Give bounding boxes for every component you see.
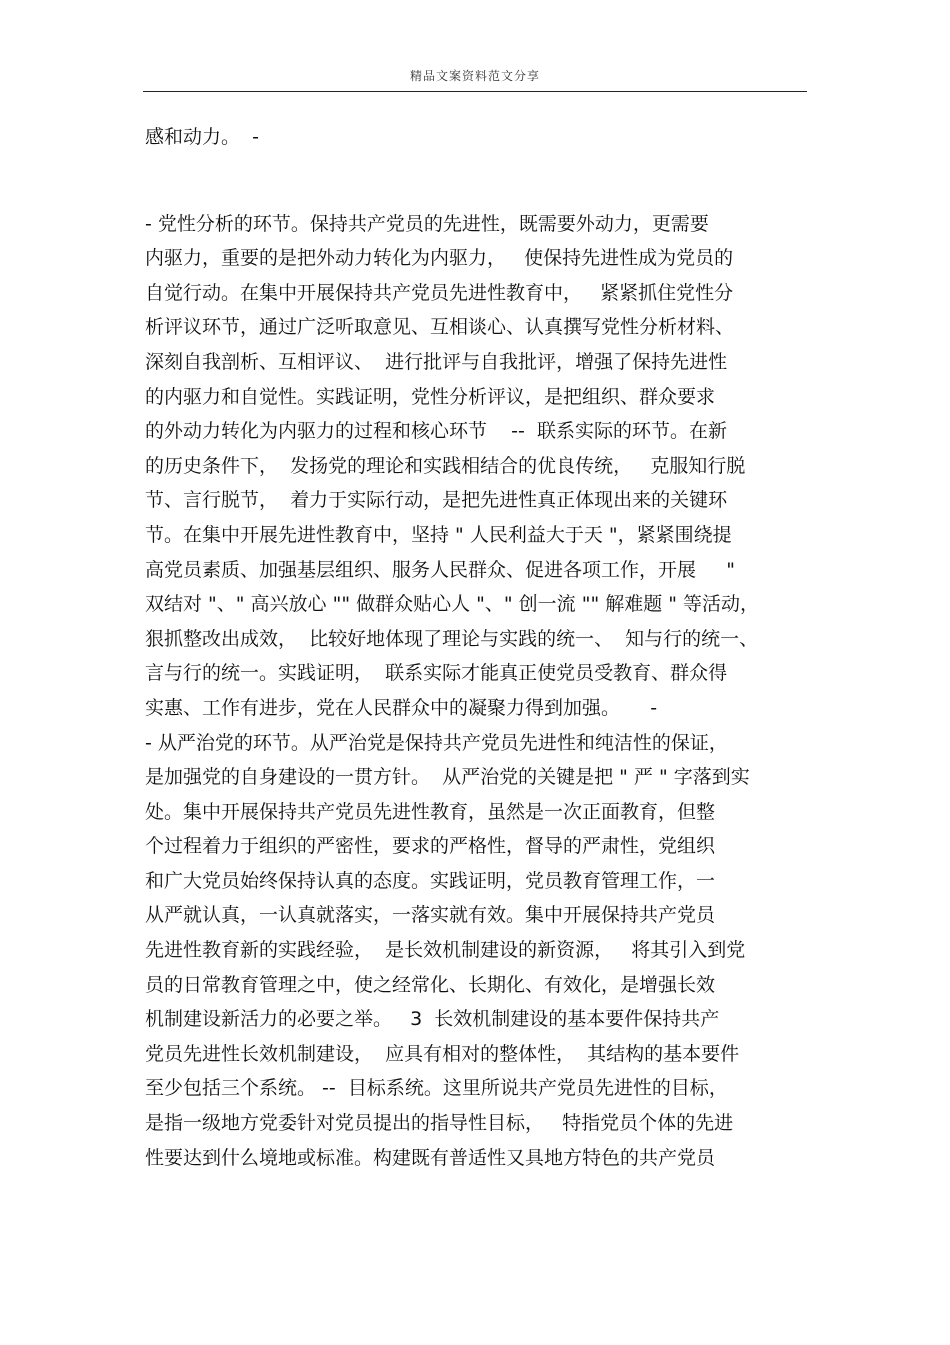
- text-line: 内驱力，重要的是把外动力转化为内驱力， 使保持先进性成为党员的: [145, 247, 734, 270]
- text-line: 从严就认真，一认真就落实，一落实就有效。集中开展保持共产党员: [145, 904, 716, 927]
- text-line: 先进性教育新的实践经验， 是长效机制建设的新资源， 将其引入到党: [145, 939, 746, 962]
- text-line: 双结对 "、" 高兴放心 "" 做群众贴心人 "、" 创一流 "" 解难题 " 等活动，: [145, 593, 760, 616]
- text-line: 狠抓整改出成效， 比较好地体现了理论与实践的统一、 知与行的统一、: [145, 627, 759, 650]
- text-line: 是加强党的自身建设的一贯方针。 从严治党的关键是把 " 严 " 字落到实: [145, 766, 750, 789]
- page-header: 精品文案资料范文分享: [409, 69, 540, 83]
- text-line: 节、言行脱节， 着力于实际行动，是把先进性真正体现出来的关键环: [145, 489, 728, 512]
- text-line: [145, 1175, 809, 1210]
- text-line: 至少包括三个系统。 -- 目标系统。这里所说共产党员先进性的目标，: [145, 1077, 728, 1100]
- text-line: 是指一级地方党委针对党员提出的指导性目标， 特指党员个体的先进: [145, 1112, 734, 1135]
- text-line: 实惠、工作有进步，党在人民群众中的凝聚力得到加强。 -: [145, 696, 658, 719]
- text-line: 言与行的统一。实践证明， 联系实际才能真正使党员受教育、群众得: [145, 662, 728, 685]
- text-line: 性要达到什么境地或标准。构建既有普适性又具地方特色的共产党员: [145, 1146, 716, 1169]
- text-line: 的内驱力和自觉性。实践证明，党性分析评议，是把组织、群众要求: [145, 385, 716, 408]
- text-line: 节。在集中开展先进性教育中，坚持 " 人民利益大于天 "，紧紧围绕提: [145, 523, 732, 546]
- text-line: 个过程着力于组织的严密性，要求的严格性，督导的严肃性，党组织: [145, 835, 716, 858]
- text-line: 析评议环节，通过广泛听取意见、互相谈心、认真撰写党性分析材料、: [145, 316, 735, 339]
- text-line: - 从严治党的环节。从严治党是保持共产党员先进性和纯洁性的保证，: [145, 731, 728, 754]
- document-body: [145, 120, 809, 1210]
- text-line: 员的日常教育管理之中，使之经常化、长期化、有效化，是增强长效: [145, 973, 716, 996]
- text-line: 感和动力。 -: [145, 126, 259, 148]
- text-line: 机制建设新活力的必要之举。 3 长效机制建设的基本要件保持共产: [145, 1008, 720, 1031]
- text-line: 自觉行动。在集中开展保持共产党员先进性教育中， 紧紧抓住党性分: [145, 281, 734, 304]
- text-line: 深刻自我剖析、互相评议、 进行批评与自我批评，增强了保持先进性: [145, 350, 728, 373]
- header-divider: [143, 91, 807, 92]
- text-line: 的历史条件下， 发扬党的理论和实践相结合的优良传统， 克服知行脱: [145, 454, 746, 477]
- text-line: 和广大党员始终保持认真的态度。实践证明，党员教育管理工作，一: [145, 869, 716, 892]
- paragraph-gap: [145, 155, 809, 207]
- text-line: 党员先进性长效机制建设， 应具有相对的整体性， 其结构的基本要件: [145, 1042, 740, 1065]
- text-line: 的外动力转化为内驱力的过程和核心环节 -- 联系实际的环节。在新: [145, 420, 727, 443]
- text-line: 高党员素质、加强基层组织、服务人民群众、促进各项工作，开展 ": [145, 558, 735, 581]
- text-line: - 党性分析的环节。保持共产党员的先进性，既需要外动力，更需要: [145, 212, 709, 235]
- text-line: 处。集中开展保持共产党员先进性教育，虽然是一次正面教育，但整: [145, 800, 716, 823]
